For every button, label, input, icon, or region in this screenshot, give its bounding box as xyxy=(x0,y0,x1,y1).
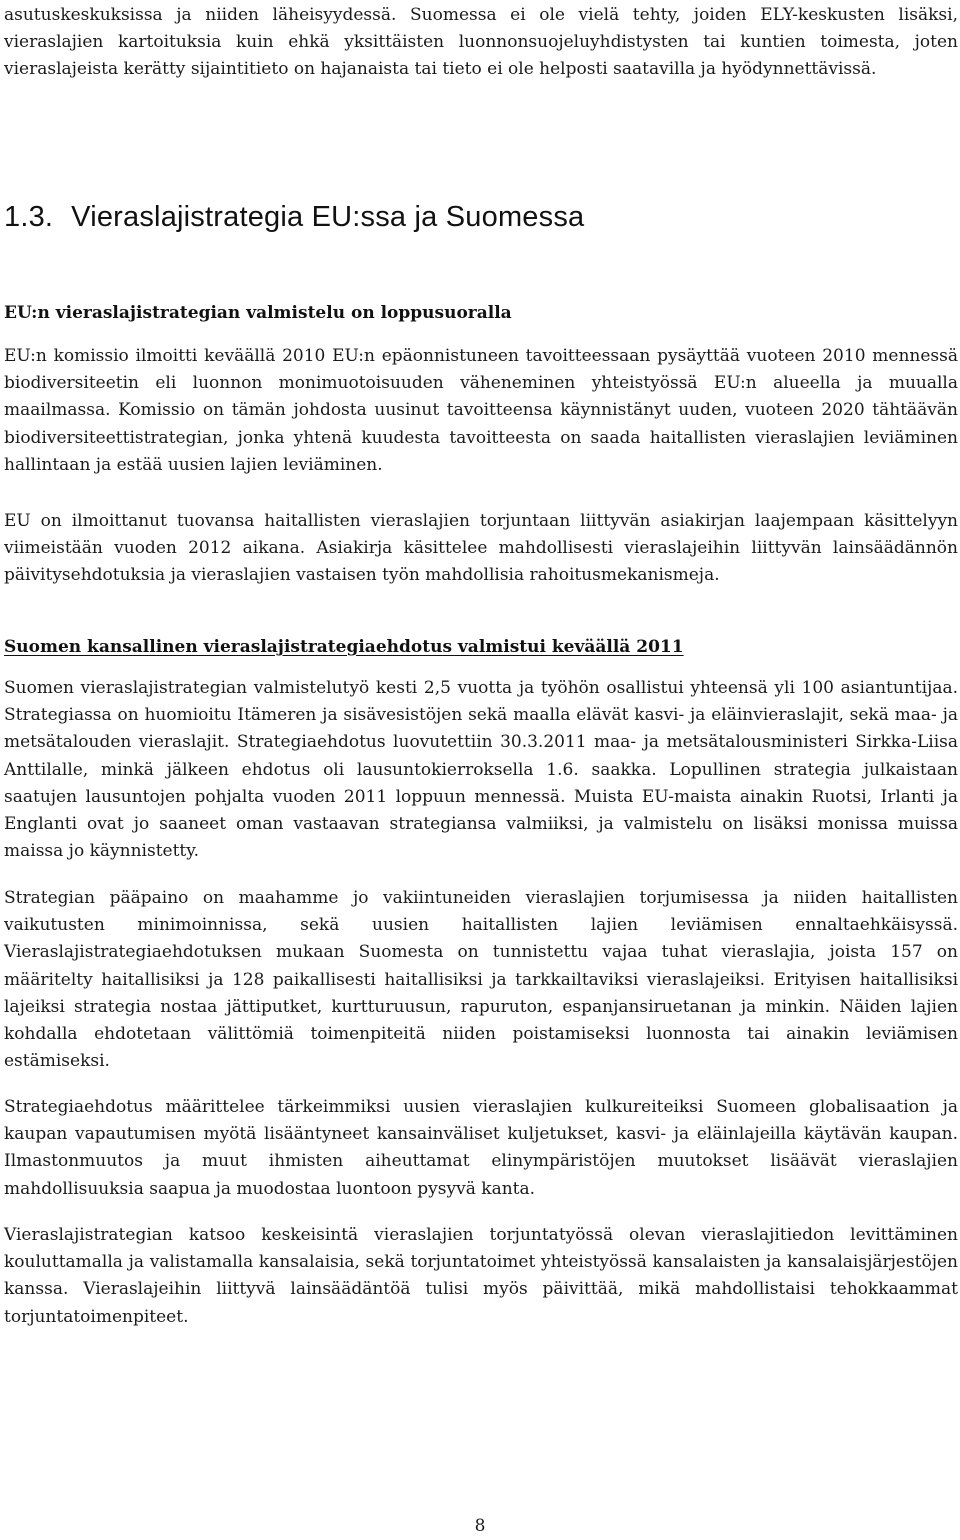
subsection-2-heading: Suomen kansallinen vieraslajistrategiaehdotus valmistui keväällä 2011 xyxy=(4,637,684,657)
paragraph-block xyxy=(4,343,958,479)
paragraph: Suomen vieraslajistrategian valmistelutyö kesti 2,5 vuotta ja työhön osallistui yhteensä yli 100 asiantuntijaa. Strategiassa on huomioitu Itämeren ja sisävesistöjen sekä maalla elävät kasvi- ja eläinvieraslajit, sekä maa- ja metsätalouden vieraslajit. Strategiaehdotus luovutettiin 30.3.2011 maa- ja metsätalousministeri Sirkka-Liisa Anttilalle, minkä jälkeen ehdotus oli lausuntokierroksella 1.6. saakka. Lopullinen strategia julkaistaan saatujen lausuntojen pohjalta vuoden 2011 loppuun mennessä. Muista EU-maista ainakin Ruotsi, Irlanti ja Englanti ovat jo saaneet oman vastaavan strategiansa valmiiksi, ja valmistelu on lisäksi monissa muissa maissa jo käynnistetty. xyxy=(4,678,958,862)
section-number: 1.3. xyxy=(4,201,54,233)
paragraph: Strategian pääpaino on maahamme jo vakiintuneiden vieraslajien torjumisessa ja niiden haitallisten vaikutusten minimoinnissa, sekä uusien haitallisten lajien leviämisen ennaltaehkäisyssä. Vieraslajistrategiaehdotuksen mukaan Suomesta on tunnistettu vajaa tuhat vieraslajia, joista 157 on määritelty haitallisiksi ja 128 paikallisesti haitallisiksi ja tarkkailtaviksi vieraslajeiksi. Erityisen haitallisiksi lajeiksi strategia nostaa jättiputket, kurtturuusun, rapuruton, espanjansiruetanan ja minkin. Näiden lajien kohdalla ehdotetaan välittömiä toimenpiteitä niiden poistamiseksi luonnosta tai ainakin leviämisen estämiseksi. xyxy=(4,888,958,1072)
paragraph: EU:n komissio ilmoitti keväällä 2010 EU:n epäonnistuneen tavoitteessaan pysäyttää vuoteen 2010 mennessä biodiversiteetin eli luonnon monimuotoisuuden väheneminen yhteistyössä EU:n alueella ja muualla maailmassa. Komissio on tämän johdosta uusinut tavoitteensa käynnistänyt uuden, vuoteen 2020 tähtäävän biodiversiteettistrategian, jonka yhtenä kuudesta tavoitteesta on saada haitallisten vieraslajien leviäminen hallintaan ja estää uusien lajien leviäminen. xyxy=(4,346,958,475)
paragraph-block xyxy=(4,675,958,865)
paragraph: Vieraslajistrategian katsoo keskeisintä vieraslajien torjuntatyössä olevan vieraslajitiedon levittäminen kouluttamalla ja valistamalla kansalaisia, sekä torjuntatoimet yhteistyössä kansalaisten ja kansalaisjärjestöjen kanssa. Vieraslajeihin liittyvä lainsäädäntöä tulisi myös päivittää, mikä mahdollistaisi tehokkaammat torjuntatoimenpiteet. xyxy=(4,1225,958,1327)
paragraph-block xyxy=(4,1222,958,1331)
paragraph: Strategiaehdotus määrittelee tärkeimmiksi uusien vieraslajien kulkureiteiksi Suomeen globalisaation ja kaupan vapautumisen myötä lisääntyneet kansainväliset kuljetukset, kasvi- ja eläinlajeilla käytävän kaupan. Ilmastonmuutos ja muut ihmisten aiheuttamat elinympäristöjen muutokset lisäävät vieraslajien mahdollisuuksia saapua ja muodostaa luontoon pysyvä kanta. xyxy=(4,1097,958,1199)
subsection-1-heading: EU:n vieraslajistrategian valmistelu on loppusuoralla xyxy=(4,303,512,323)
section-title: Vieraslajistrategia EU:ssa ja Suomessa xyxy=(71,201,585,233)
paragraph-block xyxy=(4,1094,958,1203)
paragraph-block xyxy=(4,885,958,1075)
intro-paragraph: asutuskeskuksissa ja niiden läheisyydessä. Suomessa ei ole vielä tehty, joiden ELY-keskusten lisäksi, vieraslajien kartoituksia kuin ehkä yksittäisten luonnonsuojeluyhdistysten tai kuntien toimesta, joten vieraslajeista kerätty sijaintitieto on hajanaista tai tieto ei ole helposti saatavilla ja hyödynnettävissä. xyxy=(4,5,958,80)
intro-block xyxy=(4,2,958,84)
section-heading xyxy=(4,201,584,234)
paragraph: EU on ilmoittanut tuovansa haitallisten vieraslajien torjuntaan liittyvän asiakirjan laajempaan käsittelyyn viimeistään vuoden 2012 aikana. Asiakirja käsittelee mahdollisesti vieraslajeihin liittyvän lainsäädännön päivitysehdotuksia ja vieraslajien vastaisen työn mahdollisia rahoitusmekanismeja. xyxy=(4,511,958,586)
paragraph-block xyxy=(4,508,958,590)
page-number: 8 xyxy=(474,1516,486,1536)
